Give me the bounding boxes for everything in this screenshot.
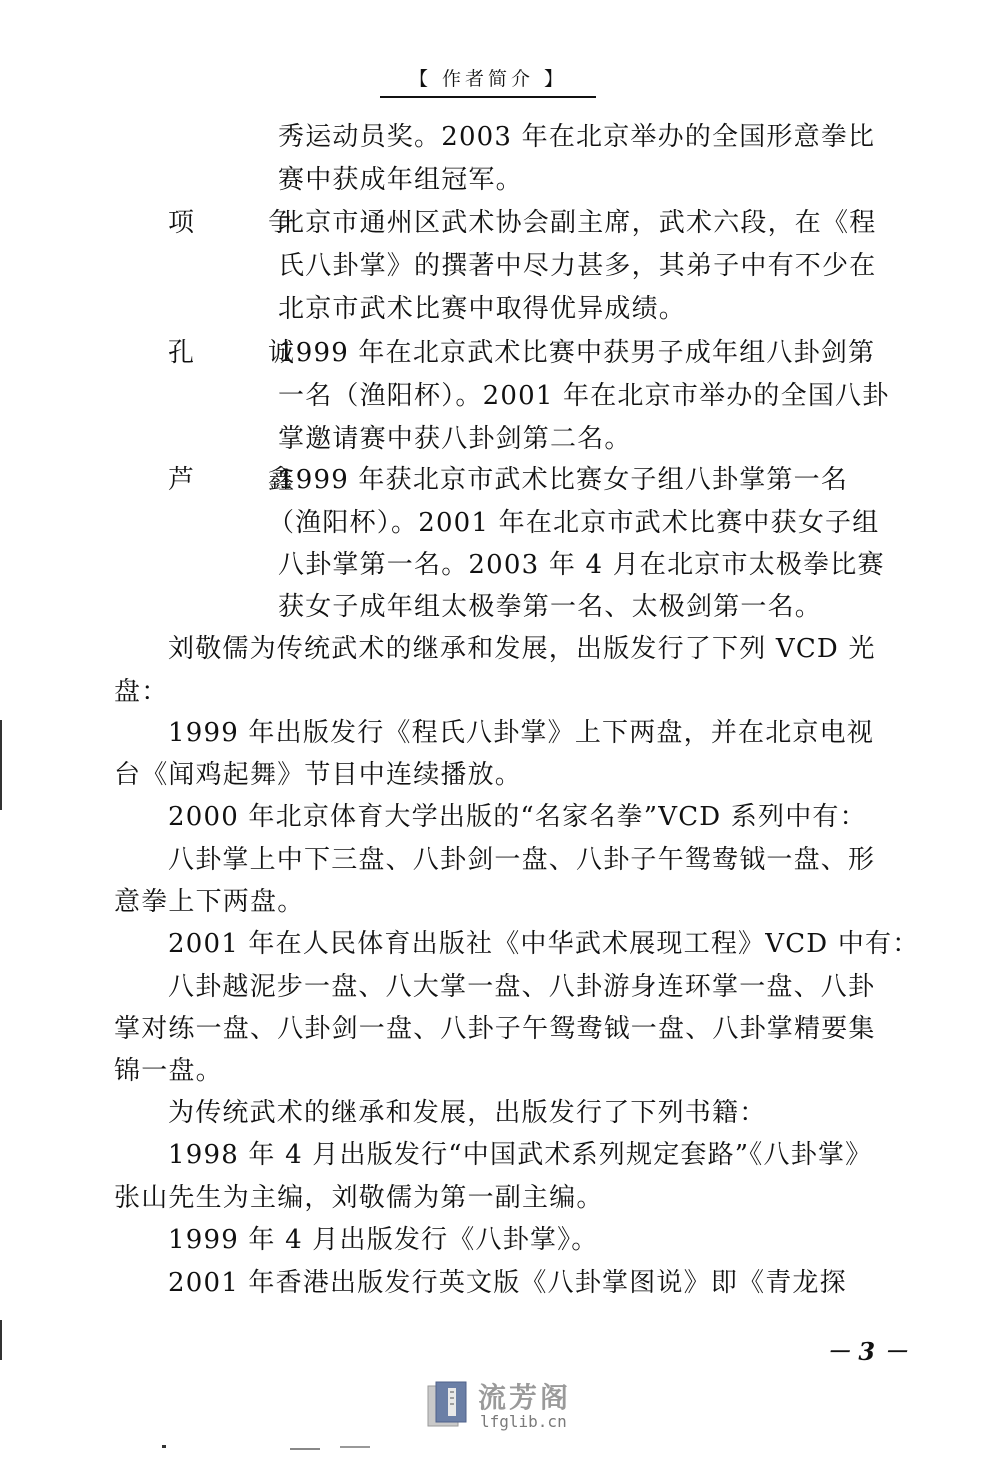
body-line: 锦一盘。 [114, 1056, 223, 1086]
body-line: 1998 年 4 月出版发行“中国武术系列规定套路”《八卦掌》 [168, 1140, 873, 1170]
body-line: 为传统武术的继承和发展，出版发行了下列书籍： [168, 1098, 767, 1128]
body-line: 1999 年出版发行《程氏八卦掌》上下两盘，并在北京电视 [168, 718, 875, 748]
entry-line: 获女子成年组太极拳第一名、太极剑第一名。 [278, 592, 823, 622]
body-line: 八卦越泥步一盘、八大掌一盘、八卦游身连环掌一盘、八卦 [168, 972, 876, 1002]
scan-dot [290, 1448, 320, 1450]
body-line: 掌对练一盘、八卦剑一盘、八卦子午鸳鸯钺一盘、八卦掌精要集 [114, 1014, 876, 1044]
entry-line: 一名（渔阳杯）。2001 年在北京市举办的全国八卦 [278, 381, 890, 411]
entry-name: 孔 诚 [168, 338, 319, 368]
watermark-logo [426, 1376, 586, 1438]
entry-name: 芦 鑫 [168, 465, 319, 495]
entry-name: 项 争 [168, 208, 319, 238]
watermark-url: lfglib.cn [480, 1412, 567, 1431]
entry-line: 1999 年在北京武术比赛中获男子成年组八卦剑第 [278, 338, 876, 368]
scan-dot [340, 1446, 370, 1448]
body-line: 八卦掌上中下三盘、八卦剑一盘、八卦子午鸳鸯钺一盘、形 [168, 845, 876, 875]
body-line: 1999 年 4 月出版发行《八卦掌》。 [168, 1225, 599, 1255]
body-line: 意拳上下两盘。 [114, 887, 305, 917]
body-line: 盘： [114, 677, 169, 707]
entry-line: 八卦掌第一名。2003 年 4 月在北京市太极拳比赛 [278, 550, 885, 580]
watermark-name: 流芳阁 [478, 1381, 572, 1414]
scan-edge-mark [0, 1320, 2, 1360]
body-line: 2001 年香港出版发行英文版《八卦掌图说》即《青龙探 [168, 1268, 847, 1298]
entry-line: 赛中获成年组冠军。 [278, 165, 523, 195]
scan-dot [162, 1445, 166, 1448]
entry-line: 掌邀请赛中获八卦剑第二名。 [278, 424, 632, 454]
entry-line: 1999 年获北京市武术比赛女子组八卦掌第一名 [278, 465, 849, 495]
page-number: － 3 － [826, 1337, 908, 1366]
body-line: 台《闻鸡起舞》节目中连续播放。 [114, 760, 523, 790]
entry-line: （渔阳杯）。2001 年在北京市武术比赛中获女子组 [268, 508, 880, 538]
entry-line: 秀运动员奖。2003 年在北京举办的全国形意拳比 [278, 122, 876, 152]
entry-line: 氏八卦掌》的撰著中尽力甚多，其弟子中有不少在 [278, 251, 877, 281]
book-icon [426, 1380, 470, 1430]
entry-line: 北京市武术比赛中取得优异成绩。 [278, 294, 687, 324]
body-line: 刘敬儒为传统武术的继承和发展，出版发行了下列 VCD 光 [168, 634, 876, 664]
entry-line: 北京市通州区武术协会副主席，武术六段，在《程 [278, 208, 877, 238]
scan-edge-mark [0, 720, 2, 810]
body-line: 2001 年在人民体育出版社《中华武术展现工程》VCD 中有： [168, 929, 920, 959]
running-header: 【 作者简介 】 [380, 62, 596, 98]
body-line: 2000 年北京体育大学出版的“名家名拳”VCD 系列中有： [168, 802, 867, 832]
body-line: 张山先生为主编，刘敬儒为第一副主编。 [114, 1183, 604, 1213]
